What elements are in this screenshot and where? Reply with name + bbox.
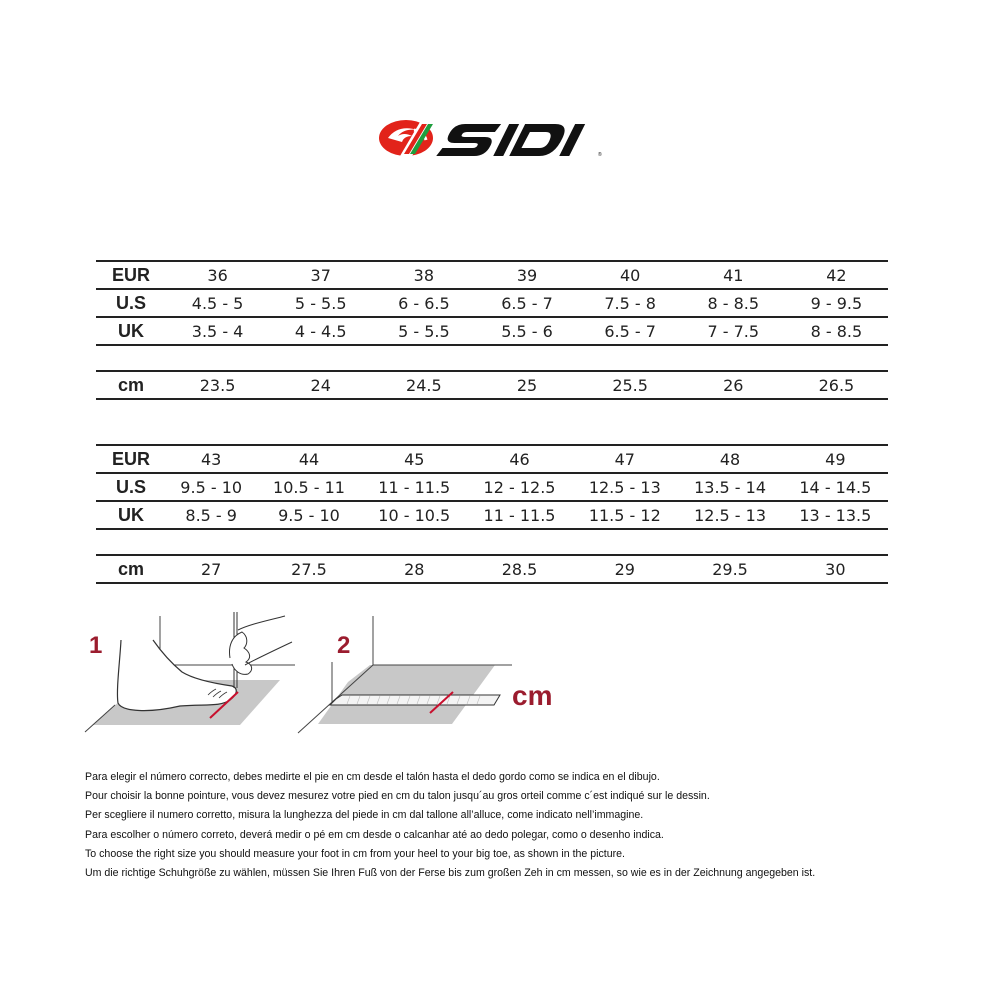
instruction-fr: Pour choisir la bonne pointure, vous devez mesurez votre pied en cm du talon jusqu´au gros orteil comme c´est indiqué sur le dessin. (85, 790, 710, 803)
cell: 43 (166, 445, 256, 473)
step-number-1: 1 (89, 632, 103, 659)
cell: 25.5 (579, 371, 682, 399)
cell: 27.5 (256, 555, 361, 583)
instruction-it: Per scegliere il numero corretto, misura la lunghezza del piede in cm dal tallone all’alluce, come indicato nell’immagine. (85, 809, 644, 822)
cell: 47 (572, 445, 677, 473)
cell: 39 (475, 261, 578, 289)
cell: 5 - 5.5 (372, 317, 475, 345)
cell: 12.5 - 13 (677, 501, 782, 529)
table-row-us (96, 473, 888, 501)
cell: 38 (372, 261, 475, 289)
row-header-eur: EUR (96, 445, 166, 473)
size-table-43-49 (96, 444, 888, 584)
cell: 28.5 (467, 555, 572, 583)
cell: 49 (783, 445, 888, 473)
table-row-uk (96, 501, 888, 529)
sidi-logo (376, 112, 606, 162)
cell: 27 (166, 555, 256, 583)
cell: 46 (467, 445, 572, 473)
row-header-uk: UK (96, 501, 166, 529)
cell: 5.5 - 6 (475, 317, 578, 345)
cell: 6.5 - 7 (475, 289, 578, 317)
table-row-uk (96, 317, 888, 345)
cell: 8 - 8.5 (785, 317, 888, 345)
cell: 41 (682, 261, 785, 289)
cell: 23.5 (166, 371, 269, 399)
table-row-eur (96, 261, 888, 289)
table-row-cm (96, 371, 888, 399)
cell: 26.5 (785, 371, 888, 399)
table-spacer (96, 345, 888, 371)
cell: 6 - 6.5 (372, 289, 475, 317)
cell: 48 (677, 445, 782, 473)
cell: 11 - 11.5 (467, 501, 572, 529)
size-table-36-42 (96, 260, 888, 400)
cell: 45 (362, 445, 467, 473)
cell: 12 - 12.5 (467, 473, 572, 501)
cm-unit-label: cm (512, 680, 553, 711)
cell: 28 (362, 555, 467, 583)
table-row-eur (96, 445, 888, 473)
cell: 8 - 8.5 (682, 289, 785, 317)
cell: 9.5 - 10 (166, 473, 256, 501)
instruction-en: To choose the right size you should measure your foot in cm from your heel to your big toe, as shown in the picture. (85, 847, 625, 860)
cell: 6.5 - 7 (579, 317, 682, 345)
svg-text:®: ® (598, 152, 602, 158)
cell: 24.5 (372, 371, 475, 399)
cell: 9 - 9.5 (785, 289, 888, 317)
cell: 4 - 4.5 (269, 317, 372, 345)
row-header-cm: cm (96, 371, 166, 399)
row-header-cm: cm (96, 555, 166, 583)
cell: 30 (783, 555, 888, 583)
cell: 7 - 7.5 (682, 317, 785, 345)
cell: 9.5 - 10 (256, 501, 361, 529)
table-row-us (96, 289, 888, 317)
cell: 10 - 10.5 (362, 501, 467, 529)
row-header-us: U.S (96, 289, 166, 317)
cell: 11 - 11.5 (362, 473, 467, 501)
cell: 29 (572, 555, 677, 583)
cell: 8.5 - 9 (166, 501, 256, 529)
table-spacer (96, 529, 888, 555)
cell: 5 - 5.5 (269, 289, 372, 317)
cell: 44 (256, 445, 361, 473)
cell: 7.5 - 8 (579, 289, 682, 317)
cell: 40 (579, 261, 682, 289)
cell: 14 - 14.5 (783, 473, 888, 501)
row-header-eur: EUR (96, 261, 166, 289)
cell: 29.5 (677, 555, 782, 583)
cell: 3.5 - 4 (166, 317, 269, 345)
ruler-measure-icon (290, 600, 560, 745)
instruction-de: Um die richtige Schuhgröße zu wählen, müssen Sie Ihren Fuß von der Ferse bis zum großen Zeh in cm messen, so wie es in der Zeichnung angegeben ist. (85, 867, 816, 880)
table-row-cm (96, 555, 888, 583)
cell: 26 (682, 371, 785, 399)
cell: 11.5 - 12 (572, 501, 677, 529)
foot-measure-icon (80, 600, 310, 745)
sidi-logo-mark-icon (376, 112, 606, 162)
cell: 42 (785, 261, 888, 289)
cell: 12.5 - 13 (572, 473, 677, 501)
cell: 13 - 13.5 (783, 501, 888, 529)
row-header-us: U.S (96, 473, 166, 501)
cell: 25 (475, 371, 578, 399)
cell: 4.5 - 5 (166, 289, 269, 317)
row-header-uk: UK (96, 317, 166, 345)
instruction-pt: Para escolher o número correto, deverá medir o pé em cm desde o calcanhar até ao dedo polegar, como o desenho indica. (85, 828, 664, 841)
cell: 13.5 - 14 (677, 473, 782, 501)
cell: 24 (269, 371, 372, 399)
measurement-instructions (85, 768, 945, 883)
instruction-es: Para elegir el número correcto, debes medirte el pie en cm desde el talón hasta el dedo gordo como se indica en el dibujo. (85, 771, 660, 783)
cell: 10.5 - 11 (256, 473, 361, 501)
step-number-2: 2 (337, 632, 351, 659)
cell: 36 (166, 261, 269, 289)
cell: 37 (269, 261, 372, 289)
